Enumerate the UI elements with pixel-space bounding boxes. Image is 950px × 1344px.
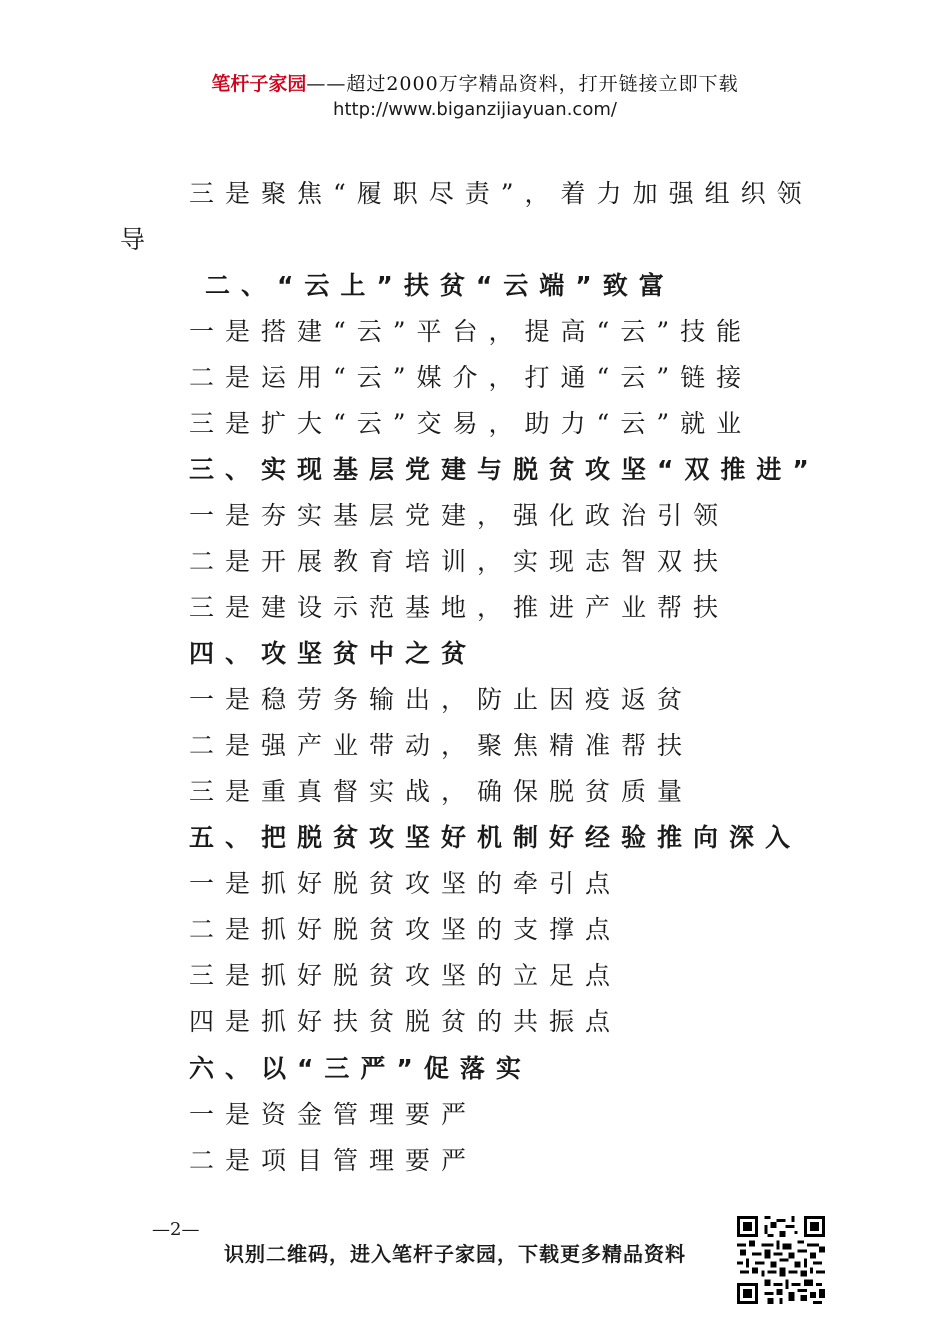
text-line: 一是抓好脱贫攻坚的牵引点 xyxy=(189,869,622,898)
text-line: 导 xyxy=(120,225,157,254)
qr-code-icon[interactable] xyxy=(737,1216,825,1304)
text-line: 二是抓好脱贫攻坚的支撑点 xyxy=(189,915,622,944)
section-heading: 五、把脱贫攻坚好机制好经验推向深入 xyxy=(189,823,802,852)
page-number: —2— xyxy=(152,1219,200,1240)
text-line: 二是运用“云”媒介，打通“云”链接 xyxy=(189,363,753,392)
footer-promo-text: 识别二维码，进入笔杆子家园，下载更多精品资料 xyxy=(224,1242,686,1266)
text-line: 一是搭建“云”平台，提高“云”技能 xyxy=(189,317,753,346)
text-line: 三是重真督实战，确保脱贫质量 xyxy=(189,777,694,806)
page-header xyxy=(0,72,950,122)
text-line: 三是建设示范基地，推进产业帮扶 xyxy=(189,593,730,622)
section-heading: 三、实现基层党建与脱贫攻坚“双推进” xyxy=(189,455,820,484)
text-line: 一是稳劳务输出，防止因疫返贫 xyxy=(189,685,694,714)
text-line: 三是抓好脱贫攻坚的立足点 xyxy=(189,961,622,990)
text-line: 三是聚焦“履职尽责”，着力加强组织领 xyxy=(189,179,813,208)
text-line: 一是夯实基层党建，强化政治引领 xyxy=(189,501,730,530)
text-line: 一是资金管理要严 xyxy=(189,1100,478,1129)
brand-name: 笔杆子家园 xyxy=(211,73,307,95)
header-url[interactable]: http://www.biganzijiayuan.com/ xyxy=(333,99,617,120)
text-line: 二是项目管理要严 xyxy=(189,1146,478,1175)
text-line: 二是开展教育培训，实现志智双扶 xyxy=(189,547,730,576)
section-heading: 四、攻坚贫中之贫 xyxy=(189,639,478,668)
text-line: 二是强产业带动，聚焦精准帮扶 xyxy=(189,731,694,760)
section-heading: 二、“云上”扶贫“云端”致富 xyxy=(205,271,675,300)
text-line: 三是扩大“云”交易，助力“云”就业 xyxy=(189,409,753,438)
section-heading: 六、以“三严”促落实 xyxy=(189,1054,532,1083)
header-tagline: ——超过2000万字精品资料，打开链接立即下载 xyxy=(306,73,739,95)
text-line: 四是抓好扶贫脱贫的共振点 xyxy=(189,1007,622,1036)
